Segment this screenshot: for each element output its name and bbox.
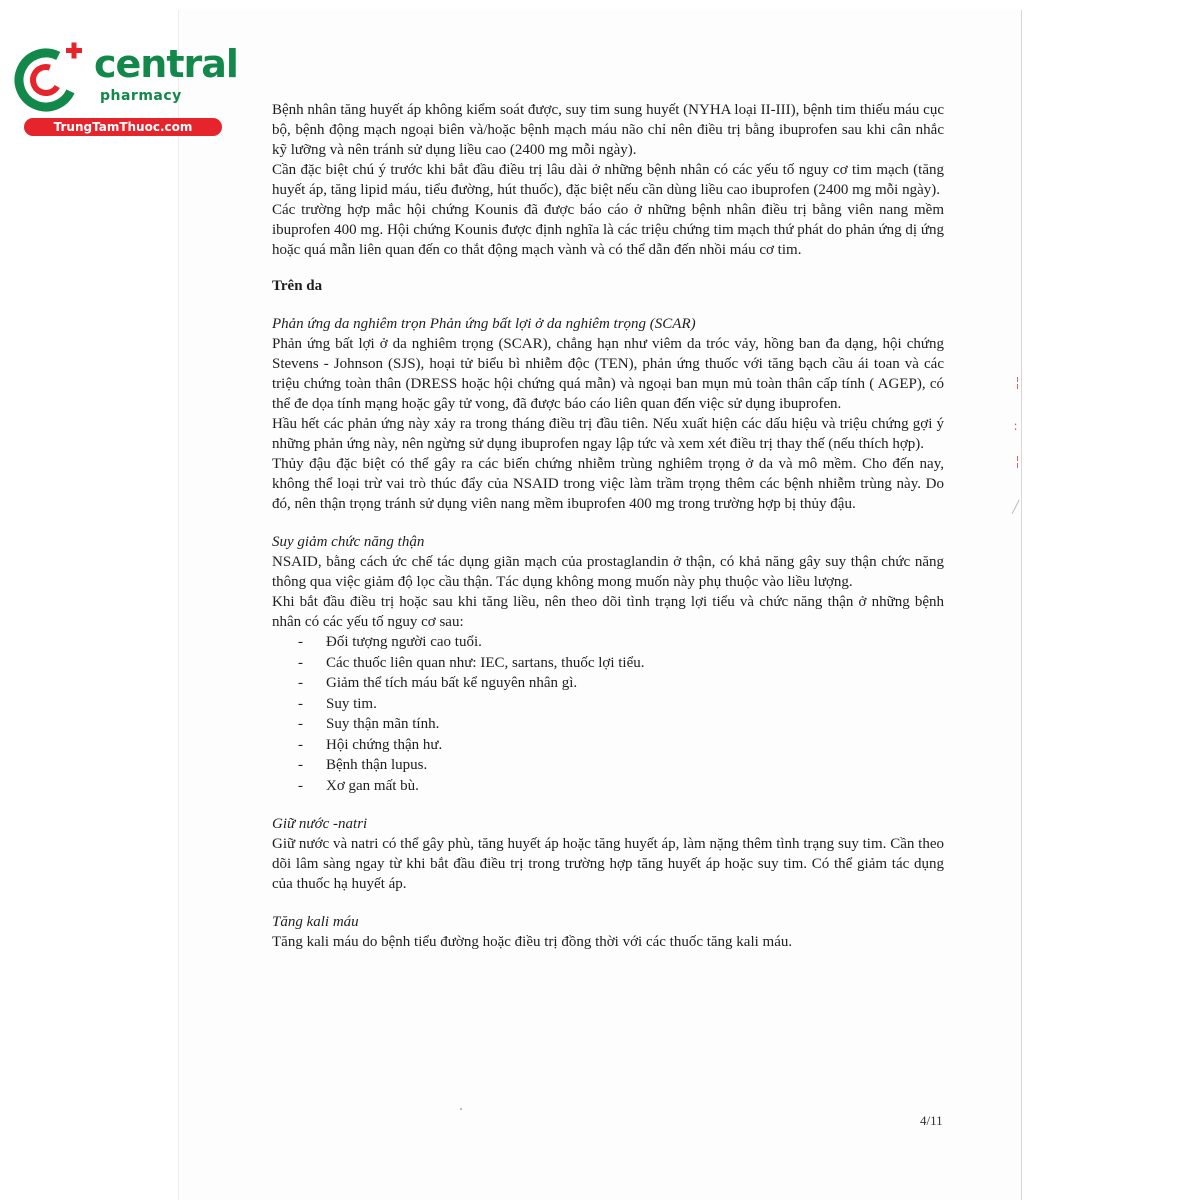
scar-paragraph: Thủy đậu đặc biệt có thể gây ra các biến chứng nhiễm trùng nghiêm trọng ở da và mô mềm. Cho đến nay, không thể loại trừ vai trò thúc đẩy của NSAID trong việc làm trầm trọng thêm các bệnh nhiễm trùng này. Do đó, nên thận trọng tránh sử dụng viên nang mềm ibuprofen 400 mg trong trường hợp bị thủy đậu. bbox=[272, 456, 944, 512]
potassium-paragraph: Tăng kali máu do bệnh tiểu đường hoặc điều trị đồng thời với các thuốc tăng kali máu. bbox=[272, 934, 793, 950]
list-item: - Suy tim. bbox=[298, 694, 944, 715]
logo-c-icon bbox=[12, 40, 90, 118]
list-item: - Hội chứng thận hư. bbox=[298, 735, 944, 756]
intro-paragraph: Các trường hợp mắc hội chứng Kounis đã được báo cáo ở những bệnh nhân điều trị bằng viên nang mềm ibuprofen 400 mg. Hội chứng Kounis được định nghĩa là các triệu chứng tim mạch thứ phát do phản ứng dị ứng hoặc quá mẫn liên quan đến co thắt động mạch vành và có thể dẫn đến nhồi máu cơ tim. bbox=[272, 202, 944, 258]
scar-paragraph: Phản ứng bất lợi ở da nghiêm trọng (SCAR), chẳng hạn như viêm da tróc vảy, hồng ban đa dạng, hội chứng Stevens - Johnson (SJS), hoại tử biểu bì nhiễm độc (TEN), phản ứng thuốc với tăng bạch cầu ái toan và các triệu chứng toàn thân (DRESS hoặc hội chứng quá mẫn) và ngoại ban mụn mủ toàn thân cấp tính ( AGEP), có thể đe dọa tính mạng hoặc gây tử vong, đã được báo cáo liên quan đến việc sử dụng ibuprofen. bbox=[272, 336, 944, 412]
list-item: - Các thuốc liên quan như: IEC, sartans, thuốc lợi tiểu. bbox=[298, 653, 944, 674]
scan-speck bbox=[460, 1108, 462, 1110]
list-item: - Giảm thể tích máu bất kể nguyên nhân gì. bbox=[298, 673, 944, 694]
stamp-mark: ╱ bbox=[1012, 500, 1020, 514]
intro-paragraph: Bệnh nhân tăng huyết áp không kiểm soát được, suy tim sung huyết (NYHA loại II-III), bệnh tim thiếu máu cục bộ, bệnh động mạch ngoại biên và/hoặc bệnh mạch máu não chỉ nên điều trị bằng ibuprofen sau khi cân nhắc kỹ lưỡng và nên tránh sử dụng liều cao (2400 mg mỗi ngày). bbox=[272, 102, 944, 158]
scar-title: Phản ứng da nghiêm trọn Phản ứng bất lợi ở da nghiêm trọng (SCAR) bbox=[272, 316, 696, 332]
kidney-paragraph: Khi bắt đầu điều trị hoặc sau khi tăng liều, nên theo dõi tình trạng lợi tiểu và chức năng thận ở những bệnh nhân có các yếu tố nguy cơ sau: bbox=[272, 594, 944, 630]
page-number: 4/11 bbox=[920, 1113, 943, 1128]
risk-factor-list bbox=[272, 632, 944, 796]
logo-name: central bbox=[94, 42, 238, 86]
scar-paragraph: Hầu hết các phản ứng này xảy ra trong tháng điều trị đầu tiên. Nếu xuất hiện các dấu hiệu và triệu chứng gợi ý những phản ứng này, nên ngừng sử dụng ibuprofen ngay lập tức và xem xét điều trị thay thế (nếu thích hợp). bbox=[272, 416, 944, 452]
logo-site-banner: TrungTamThuoc.com bbox=[24, 118, 222, 136]
stamp-mark: ∶ bbox=[1014, 420, 1018, 434]
list-item: - Đối tượng người cao tuổi. bbox=[298, 632, 944, 653]
kidney-title: Suy giảm chức năng thận bbox=[272, 534, 425, 550]
document-body bbox=[272, 100, 944, 952]
list-item: - Suy thận mãn tính. bbox=[298, 714, 944, 735]
logo-subtitle: pharmacy bbox=[100, 88, 182, 104]
sodium-paragraph: Giữ nước và natri có thể gây phù, tăng huyết áp hoặc tăng huyết áp, làm nặng thêm tình trạng suy tim. Cần theo dõi lâm sàng ngay từ khi bắt đầu điều trị trong trường hợp tăng huyết áp hoặc suy tim. Có thể giảm tác dụng của thuốc hạ huyết áp. bbox=[272, 836, 944, 892]
list-item: - Xơ gan mất bù. bbox=[298, 776, 944, 797]
pharmacy-logo bbox=[12, 38, 238, 138]
sodium-title: Giữ nước -natri bbox=[272, 816, 368, 832]
stamp-mark: ╎ bbox=[1014, 376, 1022, 390]
stamp-mark: ╎ bbox=[1014, 455, 1022, 469]
list-item: - Bệnh thận lupus. bbox=[298, 755, 944, 776]
section-heading: Trên da bbox=[272, 278, 323, 294]
kidney-paragraph: NSAID, bằng cách ức chế tác dụng giãn mạch của prostaglandin ở thận, có khả năng gây suy thận chức năng thông qua việc giảm độ lọc cầu thận. Tác dụng không mong muốn này phụ thuộc vào liều lượng. bbox=[272, 554, 944, 590]
intro-paragraph: Cần đặc biệt chú ý trước khi bắt đầu điều trị lâu dài ở những bệnh nhân có các yếu tố nguy cơ tim mạch (tăng huyết áp, tăng lipid máu, tiểu đường, hút thuốc), đặc biệt nếu cần dùng liều cao ibuprofen (2400 mg mỗi ngày). bbox=[272, 162, 944, 198]
potassium-title: Tăng kali máu bbox=[272, 914, 359, 930]
